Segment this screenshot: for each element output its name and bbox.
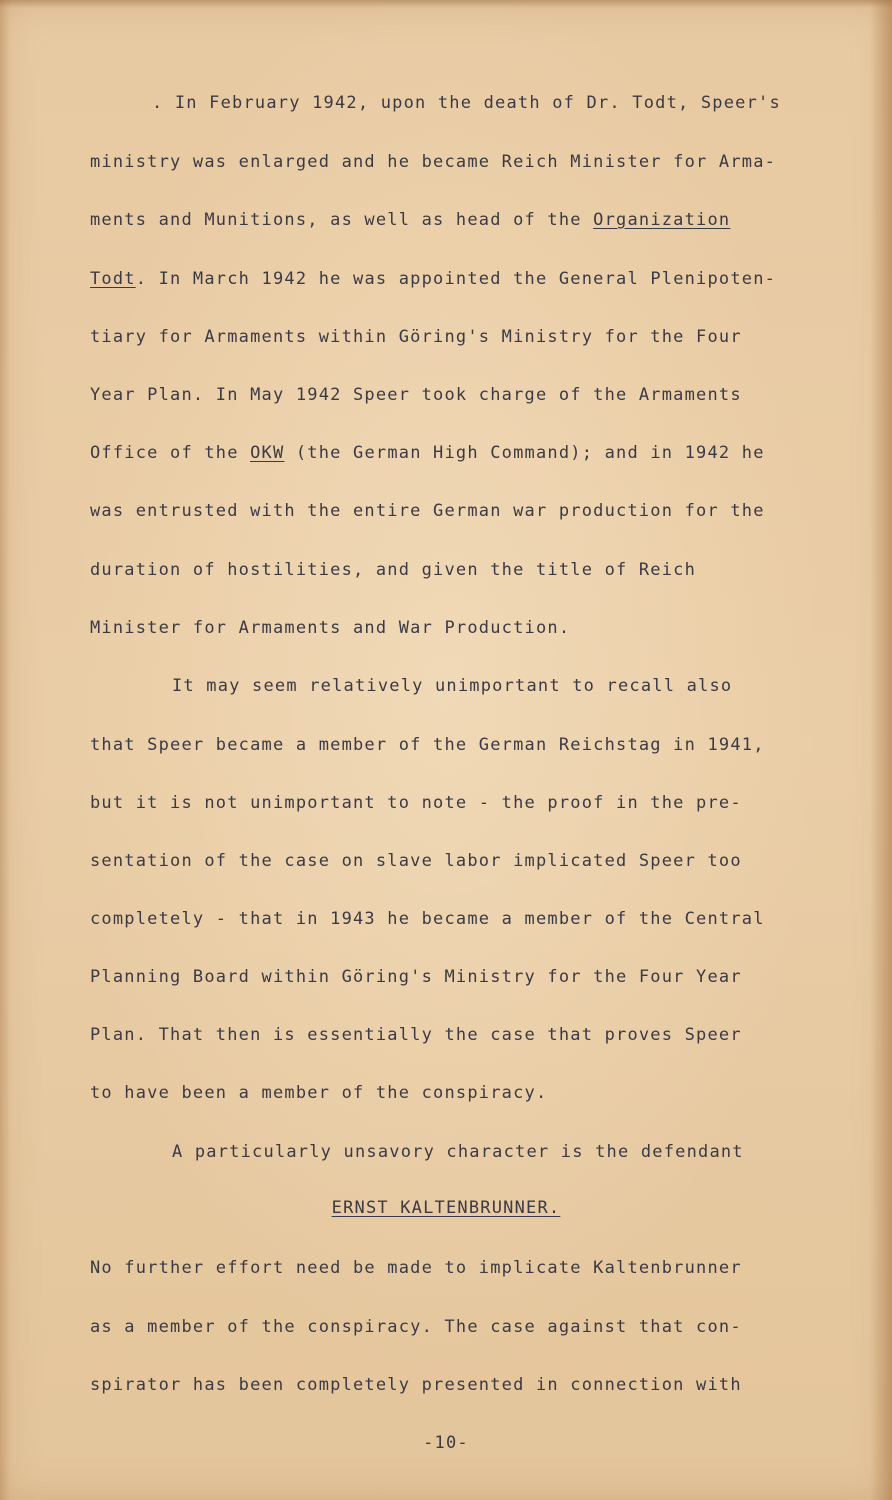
organization-underlined: Organization	[593, 210, 731, 230]
heading-kaltenbrunner: ERNST KALTENBRUNNER.	[331, 1198, 561, 1218]
text-line-18: to have been a member of the conspiracy.	[90, 1083, 548, 1103]
text-line-7-start: Office of the	[90, 443, 251, 463]
text-line-4	[90, 268, 776, 290]
text-line-4-rest: . In March 1942 he was appointed the General Plenipoten-	[135, 269, 777, 289]
text-line-19: A particularly unsavory character is the defendant	[172, 1142, 744, 1162]
text-line-16: Planning Board within Göring's Ministry for the Four Year	[90, 967, 742, 987]
text-line-22: spirator has been completely presented in connection with	[90, 1375, 742, 1395]
page-left-edge	[0, 0, 10, 1500]
text-line-9: duration of hostilities, and given the title of Reich	[90, 560, 697, 580]
text-line-8: was entrusted with the entire German war production for the	[90, 501, 765, 521]
section-heading	[0, 1197, 892, 1219]
text-line-11: It may seem relatively unimportant to recall also	[172, 676, 733, 696]
text-line-5: tiary for Armaments within Göring's Ministry for the Four	[90, 327, 742, 347]
text-line-1: . In February 1942, upon the death of Dr. Todt, Speer's	[152, 93, 781, 113]
text-line-17: Plan. That then is essentially the case that proves Speer	[90, 1025, 742, 1045]
text-line-3	[90, 209, 730, 231]
page-right-edge	[870, 0, 892, 1500]
text-line-7-rest: (the German High Command); and in 1942 he	[284, 443, 765, 463]
page-number: -10-	[423, 1433, 469, 1453]
text-line-12: that Speer became a member of the German Reichstag in 1941,	[90, 735, 765, 755]
text-line-14: sentation of the case on slave labor implicated Speer too	[90, 851, 742, 871]
text-line-6: Year Plan. In May 1942 Speer took charge of the Armaments	[90, 385, 742, 405]
text-line-21: as a member of the conspiracy. The case against that con-	[90, 1317, 742, 1337]
text-line-10: Minister for Armaments and War Production.	[90, 618, 571, 638]
okw-underlined: OKW	[250, 443, 285, 463]
text-line-13: but it is not unimportant to note - the proof in the pre-	[90, 793, 742, 813]
page-top-edge	[0, 0, 892, 8]
text-line-20: No further effort need be made to implicate Kaltenbrunner	[90, 1258, 742, 1278]
text-line-3-start: ments and Munitions, as well as head of the	[90, 210, 594, 230]
text-line-7	[90, 442, 765, 464]
todt-underlined: Todt	[90, 269, 136, 289]
text-line-15: completely - that in 1943 he became a member of the Central	[90, 909, 765, 929]
text-line-2: ministry was enlarged and he became Reich Minister for Arma-	[90, 152, 777, 172]
